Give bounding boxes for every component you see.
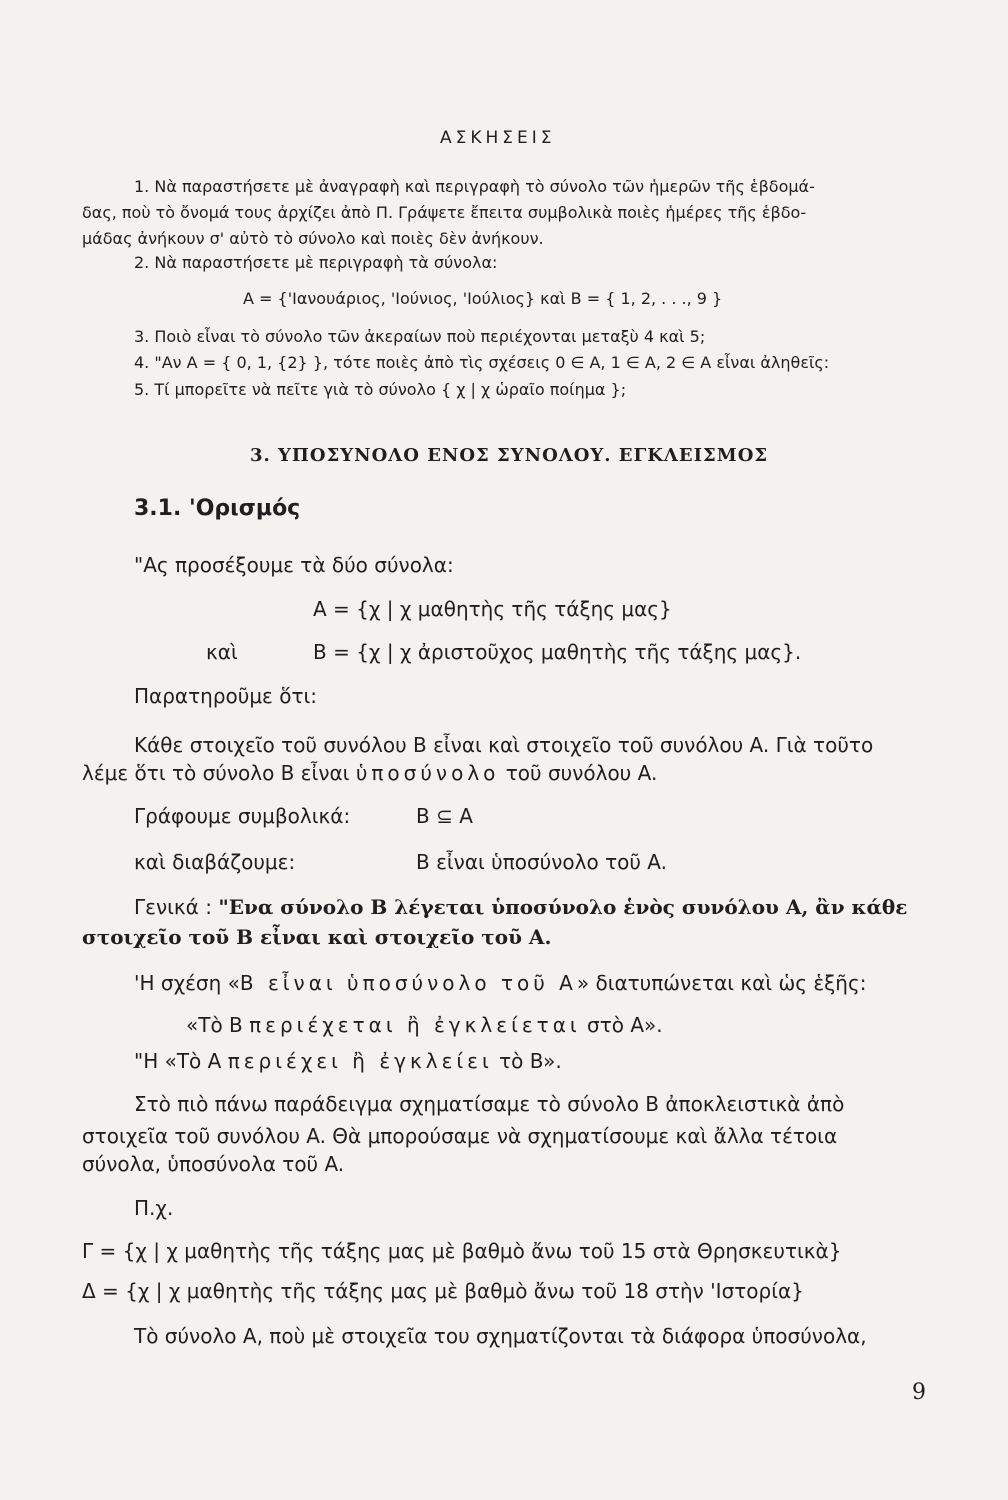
kai-word: καὶ xyxy=(206,640,238,664)
page-number: 9 xyxy=(912,1380,926,1405)
spaced-term: B εἶναι ὑποσύνολο τοῦ A xyxy=(239,971,577,995)
exercise-line: 1. Νὰ παραστήσετε μὲ ἀναγραφὴ καὶ περιγραφὴ τὸ σύνολο τῶν ἡμερῶν τῆς ἑβδομά- xyxy=(134,177,815,196)
subsection-heading: 3.1. 'Ορισμός xyxy=(134,496,301,521)
text-span: λέμε ὅτι τὸ σύνολο B εἶναι xyxy=(82,761,356,785)
text-span: στὸ A». xyxy=(580,1013,663,1037)
body-line: Κάθε στοιχεῖο τοῦ συνόλου B εἶναι καὶ στοιχεῖο τοῦ συνόλου A. Γιὰ τοῦτο xyxy=(134,733,874,757)
body-line: Παρατηροῦμε ὅτι: xyxy=(134,684,317,708)
body-line: στοιχεῖα τοῦ συνόλου A. Θὰ μπορούσαμε νὰ σχηματίσουμε καὶ ἄλλα τέτοια xyxy=(82,1124,838,1148)
body-line: Στὸ πιὸ πάνω παράδειγμα σχηματίσαμε τὸ σύνολο B ἀποκλειστικὰ ἀπὸ xyxy=(134,1092,845,1116)
read-value: B εἶναι ὑποσύνολο τοῦ A. xyxy=(416,850,667,874)
symbol-label: Γράφουμε συμβολικά: xyxy=(134,804,351,828)
set-delta-definition: Δ = {χ | χ μαθητὴς τῆς τάξης μας μὲ βαθμὸ ἄνω τοῦ 18 στὴν 'Ιστορία} xyxy=(82,1279,804,1303)
exercise-line: 3. Ποιὸ εἶναι τὸ σύνολο τῶν ἀκεραίων ποὺ περιέχονται μεταξὺ 4 καὶ 5; xyxy=(134,327,706,346)
exercise-line: 5. Τί μπορεῖτε νὰ πεῖτε γιὰ τὸ σύνολο { χ | χ ὡραῖο ποίημα }; xyxy=(134,380,627,399)
section-heading: 3. ΥΠΟΣΥΝΟΛΟ ΕΝΟΣ ΣΥΝΟΛΟΥ. ΕΓΚΛΕΙΣΜΟΣ xyxy=(250,445,769,466)
set-gamma-definition: Γ = {χ | χ μαθητὴς τῆς τάξης μας μὲ βαθμὸ ἄνω τοῦ 15 στὰ Θρησκευτικὰ} xyxy=(82,1239,842,1263)
definition-line xyxy=(134,895,907,919)
text-span: «Τὸ B xyxy=(186,1013,250,1037)
text-span: τοῦ συνόλου A. xyxy=(499,761,658,785)
relation-line xyxy=(134,971,866,995)
exercise-line: δας, ποὺ τὸ ὄνομά τους ἀρχίζει ἀπὸ Π. Γράψετε ἔπειτα συμβολικὰ ποιὲς ἡμέρες τῆς ἑβδο- xyxy=(82,203,807,222)
exercise-line: μάδας ἀνήκουν σ' αὐτὸ τὸ σύνολο καὶ ποιὲς δὲν ἀνήκουν. xyxy=(82,229,544,248)
spaced-term: περιέχει ἢ ἐγκλείει xyxy=(227,1049,493,1073)
exercises-title: ΑΣΚΗΣΕΙΣ xyxy=(440,128,556,148)
exercise-line: 2. Νὰ παραστήσετε μὲ περιγραφὴ τὰ σύνολα: xyxy=(134,253,498,272)
text-span: "Η «Τὸ A xyxy=(134,1049,228,1073)
bold-definition: "Ενα σύνολο B λέγεται ὑποσύνολο ἑνὸς συνόλου A, ἂν κάθε xyxy=(218,895,908,919)
example-label: Π.χ. xyxy=(134,1196,174,1220)
body-line: σύνολα, ὑποσύνολα τοῦ A. xyxy=(82,1152,345,1176)
symbol-value: B ⊆ A xyxy=(416,804,473,828)
set-b-definition: B = {χ | χ ἀριστοῦχος μαθητὴς τῆς τάξης μας}. xyxy=(313,640,802,664)
exercise-line: 4. "Αν A = { 0, 1, {2} }, τότε ποιὲς ἀπὸ τὶς σχέσεις 0 ∈ A, 1 ∈ A, 2 ∈ A εἶναι ἀληθεῖς: xyxy=(134,353,830,372)
quote-line xyxy=(134,1049,562,1073)
spaced-term: ὑποσύνολο xyxy=(355,761,500,785)
set-a-definition: A = {χ | χ μαθητὴς τῆς τάξης μας} xyxy=(313,597,672,621)
text-span: Γενικά : xyxy=(134,895,219,919)
body-line xyxy=(82,761,657,785)
bold-definition: στοιχεῖο τοῦ B εἶναι καὶ στοιχεῖο τοῦ A. xyxy=(82,925,552,949)
quote-line xyxy=(186,1013,663,1037)
text-span: 'Η σχέση « xyxy=(134,971,240,995)
spaced-term: περιέχεται ἢ ἐγκλείεται xyxy=(249,1013,581,1037)
exercise-formula: A = {'Ιανουάριος, 'Ιούνιος, 'Ιούλιος} καὶ B = { 1, 2, . . ., 9 } xyxy=(243,289,723,308)
text-span: » διατυπώνεται καὶ ὡς ἑξῆς: xyxy=(576,971,867,995)
text-span: τὸ B». xyxy=(492,1049,562,1073)
body-line: Τὸ σύνολο A, ποὺ μὲ στοιχεῖα του σχηματίζονται τὰ διάφορα ὑποσύνολα, xyxy=(134,1324,867,1348)
read-label: καὶ διαβάζουμε: xyxy=(134,850,296,874)
body-line: "Ας προσέξουμε τὰ δύο σύνολα: xyxy=(134,553,454,577)
